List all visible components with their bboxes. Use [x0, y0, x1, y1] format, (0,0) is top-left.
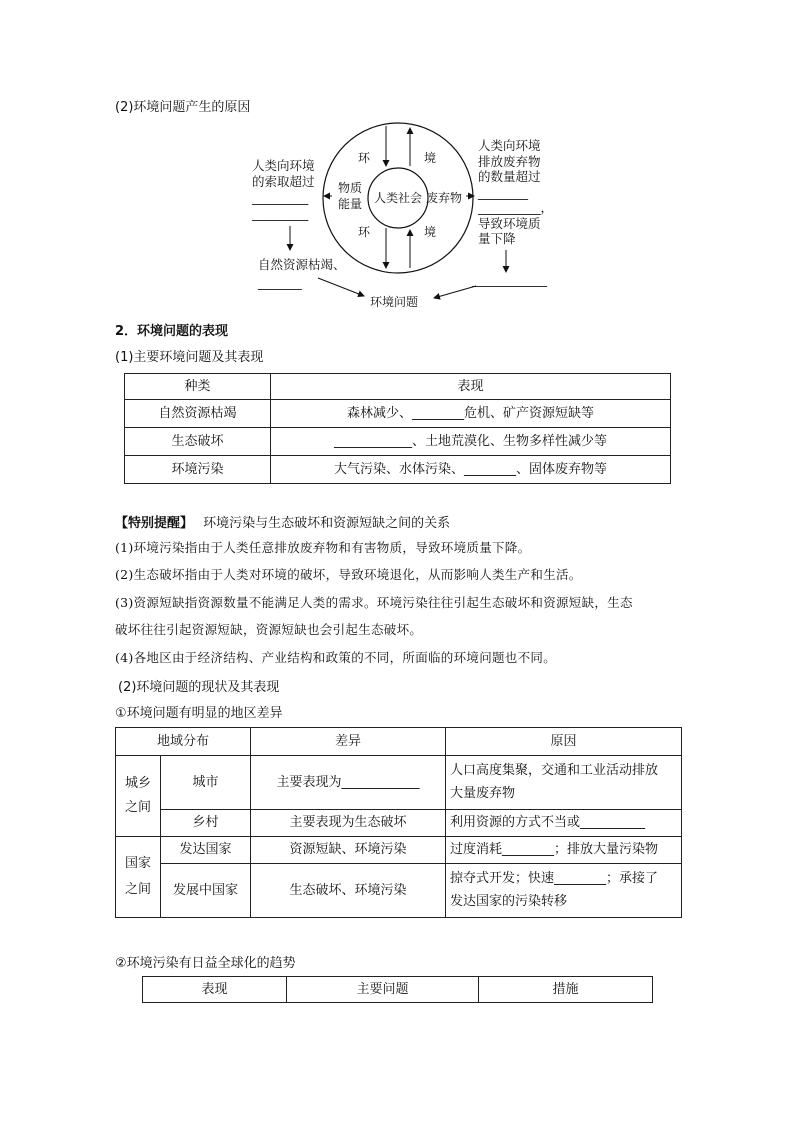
center-label: 人类社会 [374, 191, 423, 205]
cell: 自然资源枯竭 [125, 400, 271, 428]
ring-bottom-right: 境 [424, 225, 437, 239]
header-cell: 表现 [271, 374, 671, 400]
tip-paragraph: (2)生态破坏指由于人类对环境的破坏，导致环境退化，从而影响人类生产和生活。 [115, 567, 582, 582]
material-line2: 能量 [338, 197, 363, 211]
tip-label: 【特别提醒】 [115, 516, 194, 531]
table-header-row [125, 374, 671, 400]
cell: 过度消耗________；排放大量污染物 [446, 837, 682, 864]
table-row [116, 864, 682, 918]
section-2-title: 2．环境问题的表现 [115, 324, 229, 339]
reason-line: 人口高度集聚，交通和工业活动排放 [450, 763, 659, 778]
waste-label: 废弃物 [426, 191, 463, 205]
diagram-left-bottom [258, 256, 346, 292]
header-cell: 措施 [479, 977, 653, 1003]
tip-heading [115, 512, 450, 531]
left-line: _________ [252, 206, 309, 221]
problem-label: 环境问题 [370, 295, 419, 309]
header-cell: 种类 [125, 374, 271, 400]
header-cell: 地域分布 [116, 728, 251, 756]
cell: 资源短缺、环境污染 [251, 837, 446, 864]
sub-1-title: (1)主要环境问题及其表现 [115, 350, 264, 365]
right-line: 导致环境质 [478, 215, 541, 231]
cell: 发展中国家 [161, 864, 251, 918]
group-label: 之间 [124, 882, 151, 897]
right-line: __________， [478, 200, 554, 215]
table-row [116, 810, 682, 837]
table-regional-differences [115, 727, 682, 918]
tip-paragraph: (3)资源短缺指资源数量不能满足人类的需求。环境污染往往引起生态破坏和资源短缺，生态 [115, 595, 633, 610]
cell: 发达国家 [161, 837, 251, 864]
table-row [116, 756, 682, 810]
material-line1: 物质 [338, 181, 363, 195]
ring-top-right: 境 [424, 151, 437, 165]
cell: 环境污染 [125, 456, 271, 484]
right-line: ________ [478, 184, 528, 200]
cell: 城市 [161, 756, 251, 810]
cell: 生态破坏、环境污染 [251, 864, 446, 918]
cell: 利用资源的方式不当或__________ [446, 810, 682, 837]
left-line: _________ [252, 190, 309, 205]
right-line: 的数量超过 [478, 169, 541, 184]
table-row [116, 837, 682, 864]
table-global-trend [142, 976, 653, 1003]
cell: ____________、土地荒漠化、生物多样性减少等 [271, 428, 671, 456]
cell: 主要表现为生态破坏 [251, 810, 446, 837]
table-main-problems [124, 373, 671, 484]
reason-cell [446, 756, 682, 810]
right-line: 排放废弃物 [478, 153, 541, 169]
tip-paragraph: (1)环境污染指由于人类任意排放废弃物和有害物质，导致环境质量下降。 [115, 540, 531, 555]
cell: 森林减少、________危机、矿产资源短缺等 [271, 400, 671, 428]
item-1-title: ①环境问题有明显的地区差异 [115, 706, 283, 721]
reason-line: 发达国家的污染转移 [450, 894, 568, 909]
sub-2-title: (2)环境问题的现状及其表现 [118, 680, 280, 695]
right-line: 人类向环境 [478, 138, 541, 153]
left-bottom-line: _______ [258, 275, 302, 290]
tip-title: 环境污染与生态破坏和资源短缺之间的关系 [203, 516, 451, 531]
right-line: 量下降 [478, 231, 516, 246]
group-cell [116, 837, 161, 918]
left-bottom-line: 自然资源枯竭、 [258, 257, 346, 272]
left-line: 的索取超过 [252, 174, 315, 189]
tip-paragraph: 破坏往往引起资源短缺，资源短缺也会引起生态破坏。 [115, 622, 423, 637]
ring-bottom-left: 环 [358, 225, 371, 239]
header-cell: 原因 [446, 728, 682, 756]
diagram-right-bottom: ____________ [472, 272, 547, 287]
header-cell: 主要问题 [287, 977, 479, 1003]
table-header-row [116, 728, 682, 756]
reason-line: 掠夺式开发；快速________；承接了 [450, 871, 659, 886]
table-row [125, 400, 671, 428]
item-2-title: ②环境污染有日益全球化的趋势 [115, 956, 296, 971]
header-cell: 表现 [143, 977, 287, 1003]
cell: 生态破坏 [125, 428, 271, 456]
diagram-left-text [252, 158, 315, 222]
diagram-right-text [478, 138, 553, 247]
ring-top-left: 环 [358, 151, 371, 165]
cell: 主要表现为____________ [251, 756, 446, 810]
tip-paragraph: (4)各地区由于经济结构、产业结构和政策的不同，所面临的环境问题也不同。 [115, 650, 557, 665]
table-header-row [143, 977, 653, 1003]
group-cell [116, 756, 161, 837]
table-row [125, 456, 671, 484]
group-label: 城乡 [124, 776, 151, 791]
left-line: 人类向环境 [252, 158, 315, 173]
reason-line: 大量废弃物 [450, 786, 516, 801]
reason-cell [446, 864, 682, 918]
group-label: 国家 [124, 856, 151, 871]
section-heading-causes: (2)环境问题产生的原因 [115, 100, 251, 115]
group-label: 之间 [124, 800, 151, 815]
header-cell: 差异 [251, 728, 446, 756]
cell: 大气污染、水体污染、________、固体废弃物等 [271, 456, 671, 484]
cell: 乡村 [161, 810, 251, 837]
table-row [125, 428, 671, 456]
